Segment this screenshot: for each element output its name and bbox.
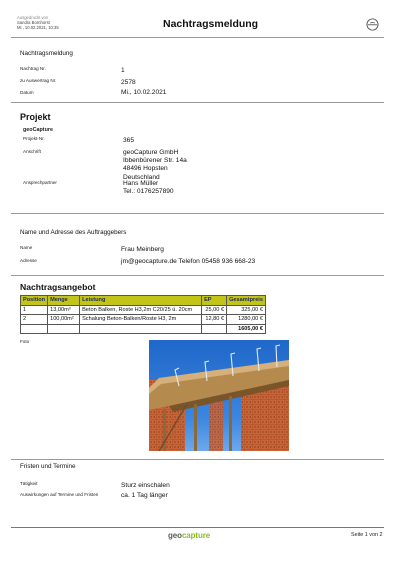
- project-divider: [11, 213, 384, 214]
- offer-divider: [11, 459, 384, 460]
- photo-label: Foto: [20, 339, 30, 344]
- cell-menge: 13,00m³: [48, 305, 80, 315]
- meta-label-auftrag: zu Auswertrag Nr.: [20, 78, 57, 83]
- project-contact: [123, 180, 174, 196]
- deadline-value-activity: Sturz einschalen: [121, 482, 170, 489]
- col-position: Position: [21, 296, 48, 306]
- client-label-name: Name: [20, 245, 33, 250]
- project-label-address: Anschrift: [23, 149, 41, 154]
- project-company: geoCapture: [23, 127, 53, 133]
- client-label-address: Adresse: [20, 258, 37, 263]
- deadlines-heading: Fristen und Termine: [20, 463, 76, 470]
- cell-menge: 100,00m²: [48, 315, 80, 325]
- client-heading: Name und Adresse des Auftraggebers: [20, 229, 127, 236]
- table-row: [21, 305, 266, 315]
- address-line: Deutschland: [123, 173, 160, 181]
- col-menge: Menge: [48, 296, 80, 306]
- deadline-label-impact: Auswirkungen auf Termine und Fristen: [20, 492, 99, 497]
- address-line: Ibbenbürener Str. 14a: [123, 157, 187, 165]
- meta-section-label: Nachtragsmeldung: [20, 50, 73, 57]
- meta-value-auftrag: 2578: [121, 79, 136, 86]
- footer-divider: [11, 527, 384, 528]
- deadline-label-activity: Tätigkeit: [20, 481, 38, 486]
- table-total-row: [21, 324, 266, 334]
- col-leistung: Leistung: [80, 296, 202, 306]
- col-ep: EP: [202, 296, 227, 306]
- cell-ep: 25,00 €: [202, 305, 227, 315]
- site-photo: [149, 340, 289, 451]
- client-value-address: jm@geocapture.de Telefon 05458 936 668-23: [121, 258, 256, 265]
- footer-logo-geo: geo: [168, 531, 182, 540]
- print-meta-line1: Ausgedruckt von: [17, 15, 49, 20]
- footer-logo-capture: capture: [181, 531, 211, 540]
- contact-name: Hans Müller: [123, 180, 159, 187]
- meta-divider: [11, 102, 384, 103]
- address-line: 48496 Hopsten: [123, 165, 168, 173]
- offer-table-header: [21, 296, 266, 306]
- header-divider: [11, 37, 384, 38]
- project-address: [123, 149, 187, 182]
- meta-value-nachtrag: 1: [121, 67, 125, 74]
- cell-gesamtpreis: 1280,00 €: [227, 315, 266, 325]
- col-gesamtpreis: Gesamtpreis: [227, 296, 266, 306]
- project-label-contact: Ansprechpartner: [23, 180, 57, 185]
- contact-phone: Tel.: 0176257890: [123, 188, 174, 196]
- offer-heading: Nachtragsangebot: [20, 282, 96, 292]
- print-meta: [17, 15, 59, 31]
- page-title: Nachtragsmeldung: [163, 18, 259, 30]
- project-label-nr: Projekt-Nr.: [23, 136, 45, 141]
- project-value-nr: 365: [123, 137, 135, 144]
- table-row: [21, 315, 266, 325]
- address-line: geoCapture GmbH: [123, 149, 179, 156]
- offer-total: 1605,00 €: [227, 324, 266, 334]
- deadline-value-impact: ca. 1 Tag länger: [121, 492, 168, 499]
- cell-position: 2: [21, 315, 48, 325]
- meta-label-datum: Datum: [20, 90, 34, 95]
- client-divider: [11, 275, 384, 276]
- project-heading: Projekt: [20, 112, 51, 122]
- print-meta-user: Sandra Bornhorst: [17, 20, 50, 26]
- offer-table: [20, 295, 266, 334]
- print-meta-date: Mi., 10.02.2021, 10:35: [17, 25, 59, 31]
- footer-logo: [168, 531, 210, 540]
- cell-ep: 12,80 €: [202, 315, 227, 325]
- meta-value-datum: Mi., 10.02.2021: [121, 89, 167, 96]
- cell-leistung: Schalung Beton-Balken/Roste H3, 2m: [80, 315, 202, 325]
- company-logo-icon: [366, 18, 379, 31]
- cell-position: 1: [21, 305, 48, 315]
- cell-leistung: Beton Balken, Roste H3,2m C20/25 ü. 20cm: [80, 305, 202, 315]
- meta-label-nachtrag: Nachtrag Nr.: [20, 66, 46, 71]
- page-number: Seite 1 von 2: [351, 532, 383, 538]
- cell-gesamtpreis: 325,00 €: [227, 305, 266, 315]
- client-value-name: Frau Meinberg: [121, 246, 164, 253]
